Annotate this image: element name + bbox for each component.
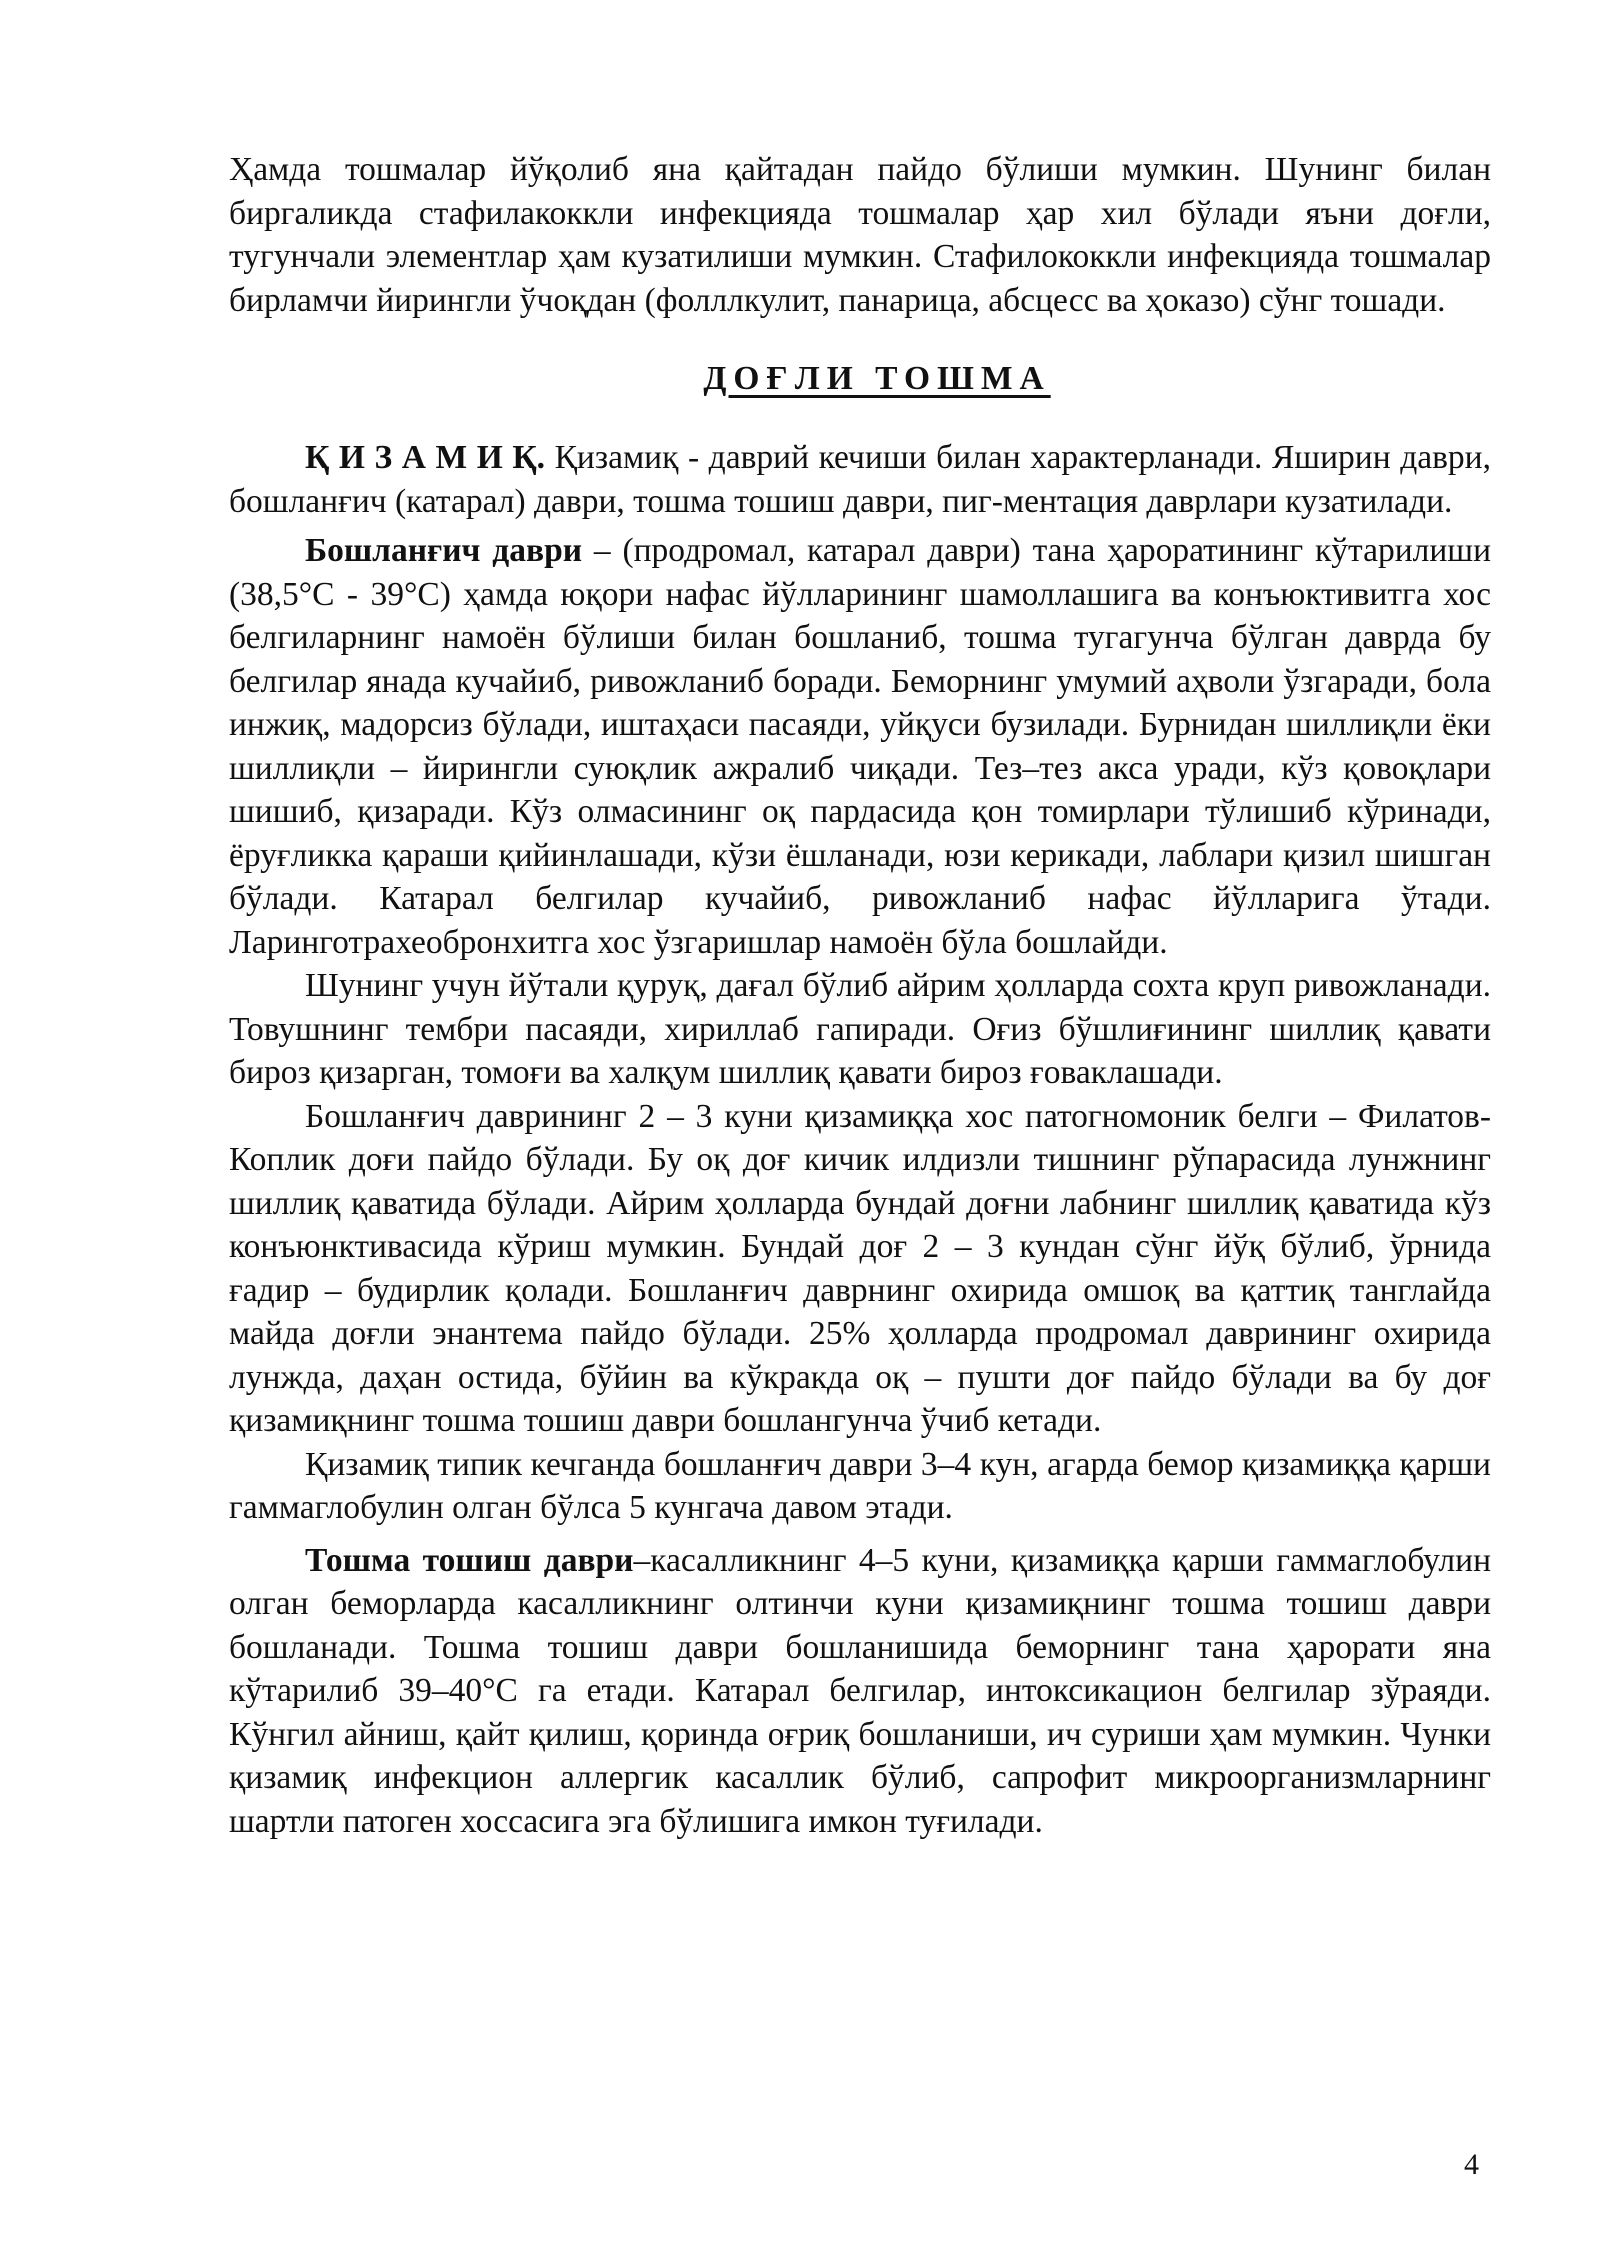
intro-paragraph: Ҳамда тошмалар йўқолиб яна қайтадан пайдо бўлиши мумкин. Шунинг билан биргаликда стафилакоккли инфекцияда тошмалар ҳар хил бўлади яъни доғли, тугунчали элементлар ҳам кузатилиши мумкин. Стафилококкли инфекцияда тошмалар бирламчи йирингли ўчоқдан (фолллкулит, панарица, абсцесс ва ҳоказо) сўнг тошади. <box>229 151 1491 319</box>
toshma-text: –касалликнинг 4–5 куни, қизамиққа қарши гаммаглобулин олган беморларда касалликнинг олтинчи куни қизамиқнинг тошма тошиш даври бошланади. Тошма тошиш даври бошланишида беморнинг тана ҳарорати яна кўтарилиб 39–40°С га етади. Катарал белгилар, интоксикацион белгилар зўраяди. Кўнгил айниш, қайт қилиш, қоринда оғриқ бошланиши, ич суриши ҳам мумкин. Чунки қизамиқ инфекцион аллергик касаллик бўлиб, сапрофит микроорганизмларнинг шартли патоген хоссасига эга бўлишига имкон туғилади. <box>229 1541 1491 1840</box>
tipik-paragraph: Қизамиқ типик кечганда бошланғич даври 3–4 кун, агарда бемор қизамиққа қарши гаммаглобулин олган бўлса 5 кунгача давом этади. <box>229 1445 1491 1526</box>
document-page <box>229 148 1491 1843</box>
toshma-title: Тошма тошиш даври <box>305 1541 634 1579</box>
boshlangich-text: – (продромал, катарал даври) тана ҳароратининг кўтарилиши (38,5°С - 39°С) ҳамда юқори нафас йўлларининг шамоллашига ва конъюктивитга хос белгиларнинг намоён бўлиши билан бошланиб, тошма тугагунча бўлган даврда бу белгилар янада кучайиб, ривожланиб боради. Беморнинг умумий аҳволи ўзгаради, бола инжиқ, мадорсиз бўлади, иштаҳаси пасаяди, уйқуси бузилади. Бурнидан шиллиқли ёки шиллиқли – йирингли суюқлик ажралиб чиқади. Тез–тез акса уради, кўз қовоқлари шишиб, қизаради. Кўз олмасининг оқ пардасида қон томирлари тўлишиб кўринади, ёруғликка қараши қийинлашади, кўзи ёшланади, юзи керикади, лаблари қизил шишган бўлади. Катарал белгилар кучайиб, ривожланиб нафас йўлларига ўтади. Ларинготрахеобронхитга хос ўзгаришлар намоён бўла бошлайди. <box>229 532 1491 961</box>
toshma-paragraph <box>229 1539 1491 1844</box>
boshlangich-title: Бошланғич даври <box>305 532 583 569</box>
kizamik-text: Қизамиқ - даврий кечиши билан характерланади. Яширин даври, бошланғич (катарал) даври, тошма тошиш даври, пиг-ментация даврлари кузатилади. <box>229 439 1491 520</box>
boshlangich-paragraph <box>229 529 1491 964</box>
section-heading: ДОҒЛИ ТОШМА <box>703 360 1051 397</box>
page-number: 4 <box>1464 2148 1479 2181</box>
kizamik-title: Қ И З А М И Қ. <box>305 439 546 476</box>
filatov-paragraph: Бошланғич даврининг 2 – 3 куни қизамиққа хос патогномоник белги – Филатов-Коплик доғи пайдо бўлади. Бу оқ доғ кичик илдизли тишнинг рўпарасида лунжнинг шиллиқ қаватида бўлади. Айрим ҳолларда бундай доғни лабнинг шиллиқ қаватида кўз конъюнктивасида кўриш мумкин. Бундай доғ 2 – 3 кундан сўнг йўқ бўлиб, ўрнида ғадир – будирлик қолади. Бошланғич даврнинг охирида омшоқ ва қаттиқ танглайда майда доғли энантема пайдо бўлади. 25% ҳолларда продромал даврининг охирида лунжда, даҳан остида, бўйин ва кўкракда оқ – пушти доғ пайдо бўлади ва бу доғ қизамиқнинг тошма тошиш даври бошлангунча ўчиб кетади. <box>229 1097 1491 1439</box>
shuning-paragraph: Шунинг учун йўтали қуруқ, дағал бўлиб айрим ҳолларда сохта круп ривожланади. Товушнинг тембри пасаяди, хириллаб гапиради. Оғиз бўшлиғининг шиллиқ қавати бироз қизарган, томоғи ва халқум шиллиқ қавати бироз ғоваклашади. <box>229 967 1491 1091</box>
kizamik-paragraph <box>229 436 1491 523</box>
